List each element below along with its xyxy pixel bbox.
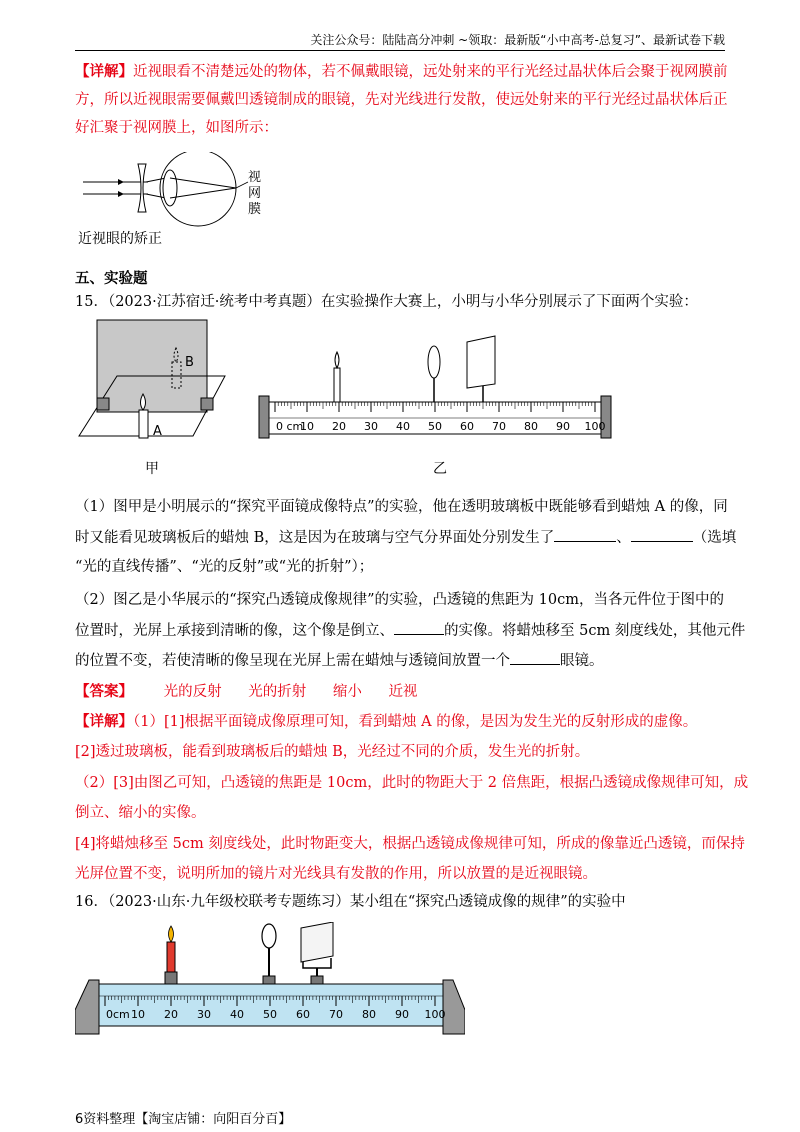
ruler15-tick-label: 80 <box>524 420 538 433</box>
page-header <box>75 30 725 51</box>
candle-a-label: A <box>153 424 162 439</box>
figure-jia-label: 甲 <box>145 461 159 477</box>
candle-b-label: B <box>185 355 194 370</box>
q15-part1-line3: “光的直线传播”、“光的反射”或“光的折射”）； <box>75 559 374 575</box>
ruler16-tick-label: 40 <box>230 1008 244 1021</box>
detail-top-line3: 好汇聚于视网膜上，如图所示： <box>75 120 278 136</box>
answer-tag: 【答案】 <box>75 683 133 700</box>
ruler15-tick-label: 0 cm <box>276 420 304 433</box>
q15-detail-tag: 【详解】 <box>75 713 133 730</box>
retina-label: 视网膜 <box>248 170 262 217</box>
ruler16-tick-label: 80 <box>362 1008 376 1021</box>
ruler16-tick-label: 60 <box>296 1008 310 1021</box>
detail-text: 近视眼看不清楚远处的物体，若不佩戴眼镜，远处射来的平行光经过晶状体后会聚于视网膜前 <box>133 64 728 80</box>
q15-part2-text-d: 眼镜。 <box>560 653 604 669</box>
q15-part2-line1: （2）图乙是小华展示的“探究凸透镜成像规律”的实验，凸透镜的焦距为 10cm，当各元件位于图中的 <box>75 592 724 608</box>
ruler16-tick-label: 20 <box>164 1008 178 1021</box>
q15-part1-hint: （选填 <box>692 530 737 546</box>
answer-blank-1[interactable] <box>554 527 616 542</box>
ruler15-tick-label: 70 <box>492 420 506 433</box>
ruler16-tick-label: 50 <box>263 1008 277 1021</box>
ruler16-tick-label: 100 <box>424 1008 446 1021</box>
ruler15-tick-label: 90 <box>556 420 570 433</box>
figure-yi-label: 乙 <box>433 461 447 477</box>
q15-part2-line3 <box>75 650 735 671</box>
answer-blank-3[interactable] <box>394 620 444 635</box>
q15-separator: 、 <box>616 530 631 546</box>
answer-3: 缩小 <box>332 684 362 700</box>
q15-part1-text: 时又能看见玻璃板后的蜡烛 B，这是因为在玻璃与空气分界面处分别发生了 <box>75 530 555 546</box>
q15-part2-line2 <box>75 620 746 641</box>
page-footer <box>75 1108 291 1127</box>
q15-part2-text-c: 的位置不变，若使清晰的像呈现在光屏上需在蜡烛与透镜间放置一个 <box>75 653 510 669</box>
q16-stem: 16．（2023·山东·九年级校联考专题练习）某小组在“探究凸透镜成像的规律”的实验中 <box>75 894 626 910</box>
ruler15-tick-label: 20 <box>332 420 346 433</box>
answer-1: 光的反射 <box>163 684 222 700</box>
detail-top-line2: 方，所以近视眼需要佩戴凹透镜制成的眼镜，先对光线进行发散，使远处射来的平行光经过晶状体后正 <box>75 92 728 108</box>
ruler16-tick-label: 0cm <box>106 1008 130 1021</box>
answer-2: 光的折射 <box>248 684 307 700</box>
q15-detail-line2: [2]透过玻璃板，能看到玻璃板后的蜡烛 B，光经过不同的介质，发生光的折射。 <box>75 744 590 760</box>
q15-detail-line1 <box>75 712 735 732</box>
q15-part1-line2 <box>75 527 735 548</box>
q15-detail-line3: （2）[3]由图乙可知，凸透镜的焦距是 10cm，此时的物距大于 2 倍焦距，根据凸透镜成像规律可知，成 <box>75 775 749 791</box>
answer-blank-2[interactable] <box>631 527 693 542</box>
ruler15-tick-label: 40 <box>396 420 410 433</box>
q15-detail-line6: 光屏位置不变，说明所加的镜片对光线具有发散的作用，所以放置的是近视眼镜。 <box>75 866 597 882</box>
ruler16-tick-label: 10 <box>131 1008 145 1021</box>
q15-answer <box>75 682 735 702</box>
answer-4: 近视 <box>388 684 418 700</box>
q15-part2-text-a: 位置时，光屏上承接到清晰的像，这个像是倒立、 <box>75 623 394 639</box>
ruler16-tick-label: 70 <box>329 1008 343 1021</box>
q15-stem: 15．（2023·江苏宿迁·统考中考真题）在实验操作大赛上，小明与小华分别展示了下面两个实验： <box>75 294 698 310</box>
page-number: 6 <box>75 1112 84 1127</box>
q15-detail-line5: [4]将蜡烛移至 5cm 刻度线处，此时物距变大，根据凸透镜成像规律可知，所成的像靠近凸透镜，而保持 <box>75 836 745 852</box>
figure-yi-optical-bench <box>255 330 625 450</box>
q16-optical-bench <box>75 922 465 1042</box>
eye-figure-caption: 近视眼的矫正 <box>78 231 162 247</box>
ruler15-tick-label: 50 <box>428 420 442 433</box>
section-title: 五、实验题 <box>75 270 148 287</box>
q15-part1-line1: （1）图甲是小明展示的“探究平面镜成像特点”的实验，他在透明玻璃板中既能够看到蜡烛 A 的像，同 <box>75 499 728 515</box>
detail-top-line1 <box>75 62 735 82</box>
footer-text: 资料整理【淘宝店铺：向阳百分百】 <box>83 1112 292 1127</box>
ruler16-tick-label: 30 <box>197 1008 211 1021</box>
q15-detail-line4: 倒立、缩小的实像。 <box>75 805 206 821</box>
ruler15-tick-label: 30 <box>364 420 378 433</box>
answer-blank-4[interactable] <box>510 650 560 665</box>
detail-tag: 【详解】 <box>75 63 133 80</box>
ruler15-tick-label: 100 <box>584 420 606 433</box>
header-text: 关注公众号：陆陆高分冲刺 ~领取：最新版“小中高考-总复习”、最新试卷下载 <box>310 33 725 47</box>
ruler15-tick-label: 10 <box>300 420 314 433</box>
q15-part2-text-b: 的实像。将蜡烛移至 5cm 刻度线处，其他元件 <box>444 623 746 639</box>
ruler16-tick-label: 90 <box>395 1008 409 1021</box>
ruler15-tick-label: 60 <box>460 420 474 433</box>
q15-detail-text: （1）[1]根据平面镜成像原理可知，看到蜡烛 A 的像，是因为发生光的反射形成的虚像。 <box>133 714 698 730</box>
